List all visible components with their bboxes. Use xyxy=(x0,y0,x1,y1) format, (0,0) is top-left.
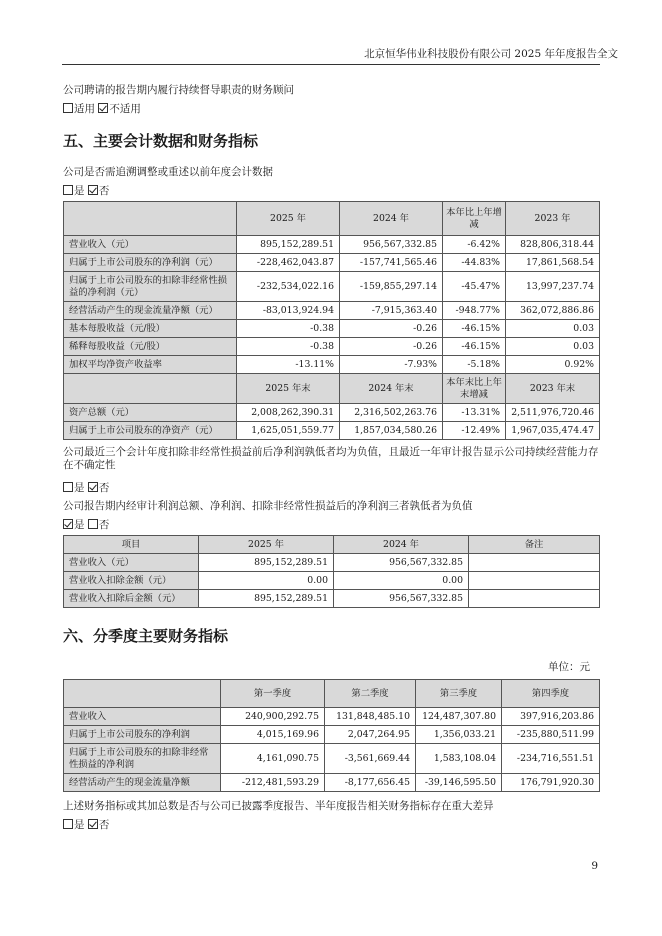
table-row xyxy=(64,422,600,440)
header-cell: 2023 年 xyxy=(506,202,600,236)
header-cell: 2024 年 xyxy=(334,536,469,554)
row-label: 归属于上市公司股东的净利润 xyxy=(64,726,221,744)
row-label: 营业收入扣除金额（元） xyxy=(64,572,199,590)
option-yes-label: 是 xyxy=(74,819,85,831)
table-header-row xyxy=(64,680,600,708)
header-cell: 第二季度 xyxy=(325,680,416,708)
checkbox-unchecked-icon xyxy=(63,185,73,195)
checkbox-unchecked-icon xyxy=(63,819,73,829)
header-cell: 第一季度 xyxy=(221,680,325,708)
note-cell xyxy=(469,590,600,608)
value-cell: -234,716,551.51 xyxy=(502,744,600,774)
option-yes-label: 是 xyxy=(74,482,85,494)
restatement-options xyxy=(63,183,109,198)
value-cell: 1,967,035,474.47 xyxy=(506,422,600,440)
negative-profit-note: 公司报告期内经审计利润总额、净利润、扣除非经常性损益后的净利润三者孰低者为负值 xyxy=(63,500,473,512)
row-label: 营业收入 xyxy=(64,708,221,726)
row-label: 经营活动产生的现金流量净额 xyxy=(64,774,221,792)
value-cell: -44.83% xyxy=(443,254,506,272)
table-row xyxy=(64,302,600,320)
row-label: 营业收入扣除后金额（元） xyxy=(64,590,199,608)
value-cell: -5.18% xyxy=(443,356,506,374)
unit-label: 单位：元 xyxy=(548,661,590,673)
value-cell: -6.42% xyxy=(443,236,506,254)
section5-title: 五、主要会计数据和财务指标 xyxy=(63,132,259,150)
value-cell: 0.00 xyxy=(334,572,469,590)
value-cell: -83,013,924.94 xyxy=(237,302,340,320)
quarterly-difference-note: 上述财务指标或其加总数是否与公司已披露季度报告、半年度报告相关财务指标存在重大差异 xyxy=(63,800,494,812)
header-cell: 2024 年 xyxy=(340,202,443,236)
value-cell: -0.26 xyxy=(340,320,443,338)
value-cell: 176,791,920.30 xyxy=(502,774,600,792)
value-cell: 240,900,292.75 xyxy=(221,708,325,726)
value-cell: 0.92% xyxy=(506,356,600,374)
value-cell: -0.38 xyxy=(237,320,340,338)
value-cell: 1,857,034,580.26 xyxy=(340,422,443,440)
value-cell: 895,152,289.51 xyxy=(237,236,340,254)
value-cell: 362,072,886.86 xyxy=(506,302,600,320)
value-cell: -45.47% xyxy=(443,272,506,302)
section6-title: 六、分季度主要财务指标 xyxy=(63,627,229,645)
value-cell: 4,161,090.75 xyxy=(221,744,325,774)
value-cell: 0.00 xyxy=(199,572,334,590)
header-cell: 2023 年末 xyxy=(506,374,600,404)
table-row xyxy=(64,708,600,726)
value-cell: -0.38 xyxy=(237,338,340,356)
note-cell xyxy=(469,554,600,572)
value-cell: 0.03 xyxy=(506,338,600,356)
option-no-label: 否 xyxy=(98,519,110,531)
checkbox-unchecked-icon xyxy=(63,482,73,492)
option-no-label: 否 xyxy=(98,819,110,831)
row-label: 基本每股收益（元/股） xyxy=(64,320,237,338)
table-row xyxy=(64,320,600,338)
row-label: 稀释每股收益（元/股） xyxy=(64,338,237,356)
option-no-label: 否 xyxy=(98,482,110,494)
table-row xyxy=(64,338,600,356)
value-cell: 2,008,262,390.31 xyxy=(237,404,340,422)
revenue-deduction-table xyxy=(63,535,600,608)
table-header-row xyxy=(64,536,600,554)
table-row xyxy=(64,404,600,422)
row-label: 资产总额（元） xyxy=(64,404,237,422)
row-label: 营业收入（元） xyxy=(64,236,237,254)
header-cell: 备注 xyxy=(469,536,600,554)
value-cell: -39,146,595.50 xyxy=(416,774,502,792)
value-cell: -228,462,043.87 xyxy=(237,254,340,272)
note-cell xyxy=(469,572,600,590)
value-cell: 956,567,332.85 xyxy=(340,236,443,254)
table-row xyxy=(64,744,600,774)
value-cell: 895,152,289.51 xyxy=(199,554,334,572)
document-header-title: 北京恒华伟业科技股份有限公司 2025 年年度报告全文 xyxy=(364,48,618,60)
main-accounting-data-table xyxy=(63,201,600,440)
table-row xyxy=(64,590,600,608)
value-cell: 1,625,051,559.77 xyxy=(237,422,340,440)
table-row xyxy=(64,774,600,792)
value-cell: -46.15% xyxy=(443,320,506,338)
financial-advisor-options xyxy=(63,101,141,116)
value-cell: 397,916,203.86 xyxy=(502,708,600,726)
table-row xyxy=(64,572,600,590)
value-cell: 1,583,108.04 xyxy=(416,744,502,774)
row-label: 归属于上市公司股东的净利润（元） xyxy=(64,254,237,272)
header-divider xyxy=(62,64,600,65)
header-cell: 本年末比上年末增减 xyxy=(443,374,506,404)
value-cell: 956,567,332.85 xyxy=(334,554,469,572)
header-blank-cell xyxy=(64,680,221,708)
value-cell: -235,880,511.99 xyxy=(502,726,600,744)
value-cell: -8,177,656.45 xyxy=(325,774,416,792)
option-yes-label: 是 xyxy=(74,519,85,531)
value-cell: -948.77% xyxy=(443,302,506,320)
option-applicable-label: 适用 xyxy=(74,103,95,115)
going-concern-note: 公司最近三个会计年度扣除非经常性损益前后净利润孰低者均为负值，且最近一年审计报告显示公司持续经营能力存在不确定性 xyxy=(63,446,599,471)
row-label: 归属于上市公司股东的扣除非经常性损益的净利润 xyxy=(64,744,221,774)
table-row xyxy=(64,254,600,272)
going-concern-options xyxy=(63,480,109,495)
value-cell: 1,356,033.21 xyxy=(416,726,502,744)
value-cell: -3,561,669.44 xyxy=(325,744,416,774)
row-label: 加权平均净资产收益率 xyxy=(64,356,237,374)
table-row xyxy=(64,272,600,302)
value-cell: 131,848,485.10 xyxy=(325,708,416,726)
value-cell: 124,487,307.80 xyxy=(416,708,502,726)
checkbox-checked-icon xyxy=(88,819,98,829)
table-header-row xyxy=(64,202,600,236)
header-cell: 第三季度 xyxy=(416,680,502,708)
header-cell: 2025 年 xyxy=(199,536,334,554)
value-cell: 17,861,568.54 xyxy=(506,254,600,272)
header-blank-cell xyxy=(64,202,237,236)
value-cell: -212,481,593.29 xyxy=(221,774,325,792)
restatement-question: 公司是否需追溯调整或重述以前年度会计数据 xyxy=(63,166,273,178)
value-cell: -12.49% xyxy=(443,422,506,440)
checkbox-unchecked-icon xyxy=(88,519,98,529)
value-cell: 956,567,332.85 xyxy=(334,590,469,608)
header-cell: 项目 xyxy=(64,536,199,554)
row-label: 归属于上市公司股东的扣除非经常性损益的净利润（元） xyxy=(64,272,237,302)
value-cell: 828,806,318.44 xyxy=(506,236,600,254)
value-cell: -7.93% xyxy=(340,356,443,374)
value-cell: -0.26 xyxy=(340,338,443,356)
checkbox-checked-icon xyxy=(63,519,73,529)
quarterly-indicators-table xyxy=(63,679,600,792)
value-cell: 2,047,264.95 xyxy=(325,726,416,744)
header-blank-cell xyxy=(64,374,237,404)
header-cell: 2025 年 xyxy=(237,202,340,236)
checkbox-checked-icon xyxy=(88,482,98,492)
value-cell: -13.11% xyxy=(237,356,340,374)
quarterly-difference-options xyxy=(63,817,109,832)
value-cell: -232,534,022.16 xyxy=(237,272,340,302)
option-yes-label: 是 xyxy=(74,185,85,197)
value-cell: 2,316,502,263.76 xyxy=(340,404,443,422)
value-cell: -46.15% xyxy=(443,338,506,356)
header-cell: 2024 年末 xyxy=(340,374,443,404)
negative-profit-options xyxy=(63,517,109,532)
value-cell: 4,015,169.96 xyxy=(221,726,325,744)
table-row xyxy=(64,554,600,572)
value-cell: -7,915,363.40 xyxy=(340,302,443,320)
row-label: 经营活动产生的现金流量净额（元） xyxy=(64,302,237,320)
row-label: 营业收入（元） xyxy=(64,554,199,572)
table-row xyxy=(64,726,600,744)
financial-advisor-question: 公司聘请的报告期内履行持续督导职责的财务顾问 xyxy=(63,84,294,96)
table-subheader-row xyxy=(64,374,600,404)
checkbox-unchecked-icon xyxy=(63,103,73,113)
row-label: 归属于上市公司股东的净资产（元） xyxy=(64,422,237,440)
header-cell: 2025 年末 xyxy=(237,374,340,404)
option-no-label: 否 xyxy=(98,185,110,197)
table-row xyxy=(64,236,600,254)
checkbox-checked-icon xyxy=(98,103,108,113)
value-cell: -13.31% xyxy=(443,404,506,422)
value-cell: -159,855,297.14 xyxy=(340,272,443,302)
value-cell: -157,741,565.46 xyxy=(340,254,443,272)
checkbox-checked-icon xyxy=(88,185,98,195)
header-cell: 第四季度 xyxy=(502,680,600,708)
value-cell: 0.03 xyxy=(506,320,600,338)
header-cell: 本年比上年增减 xyxy=(443,202,506,236)
table-row xyxy=(64,356,600,374)
page-number: 9 xyxy=(591,860,598,872)
value-cell: 2,511,976,720.46 xyxy=(506,404,600,422)
value-cell: 895,152,289.51 xyxy=(199,590,334,608)
option-not-applicable-label: 不适用 xyxy=(109,103,141,115)
value-cell: 13,997,237.74 xyxy=(506,272,600,302)
